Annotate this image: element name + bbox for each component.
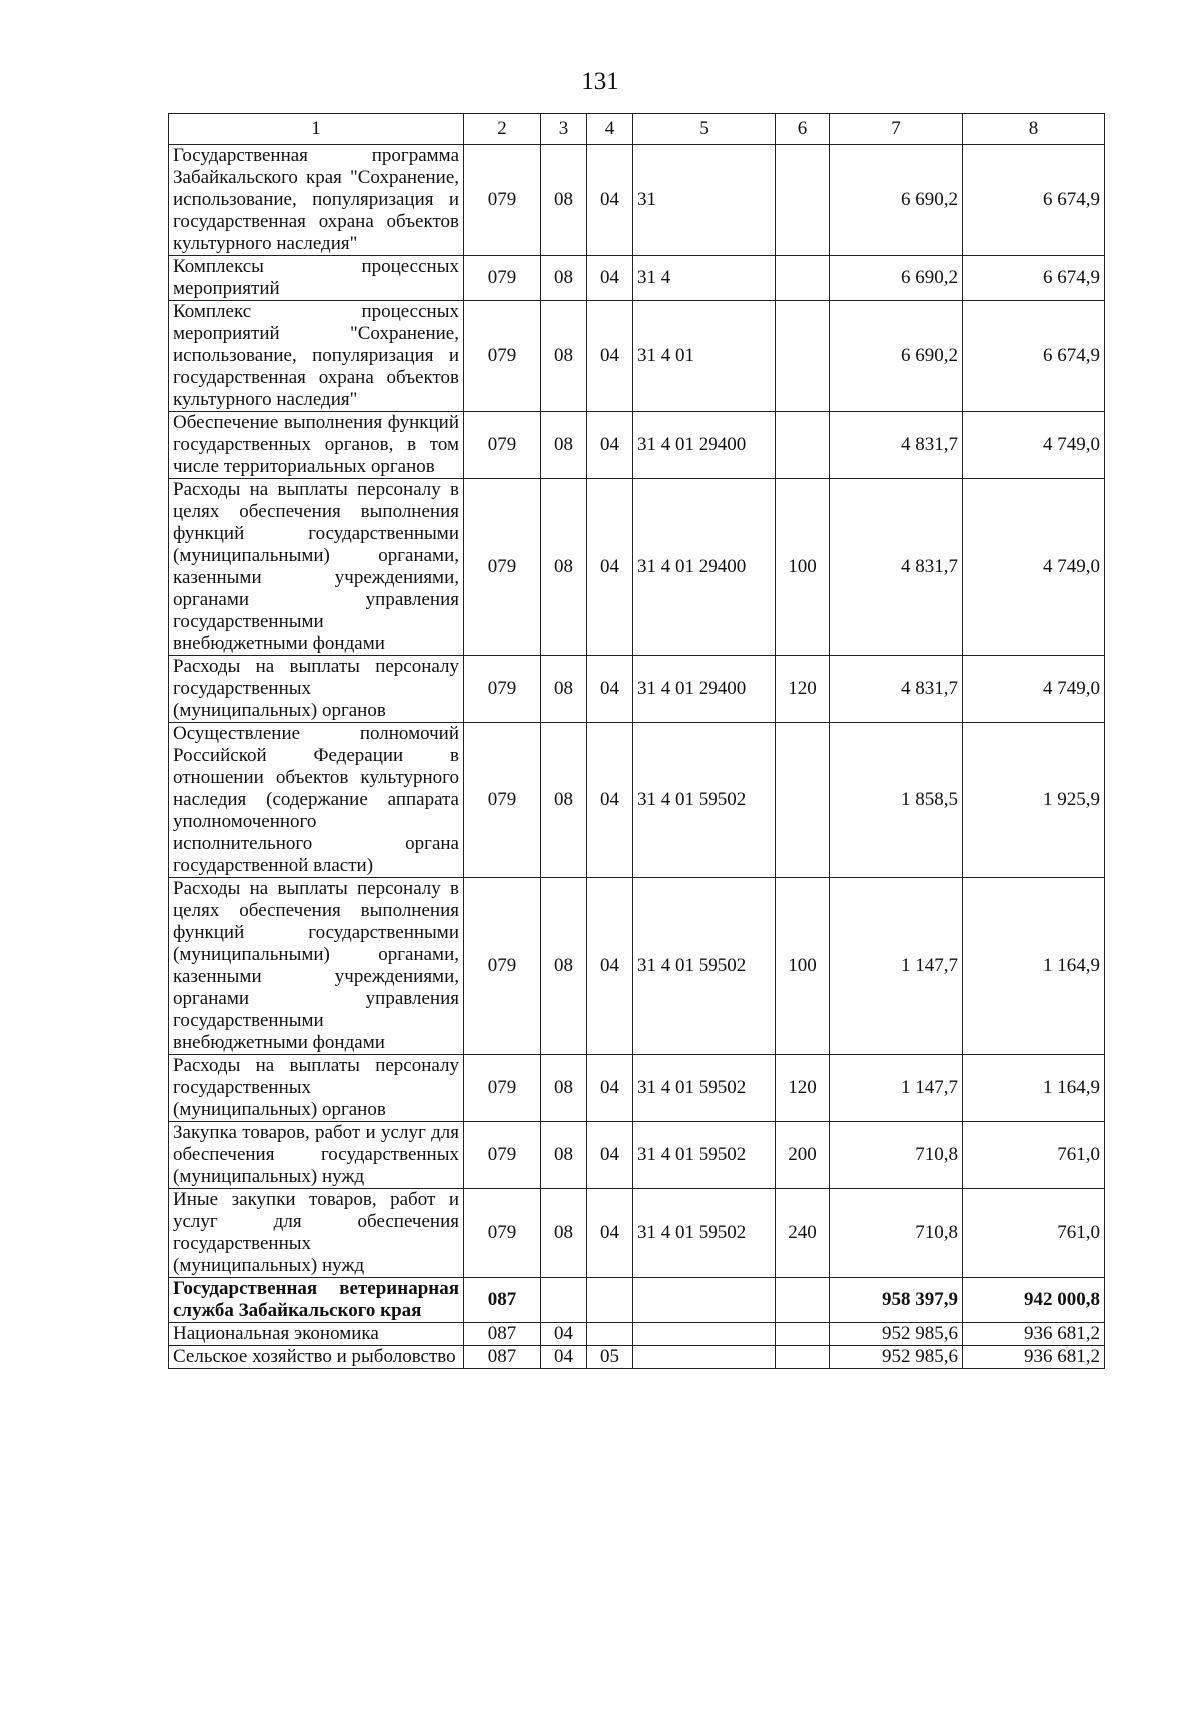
row-target-cell: 31 4 01 59502 — [633, 878, 776, 1055]
row-amount-1-cell: 4 831,7 — [830, 479, 963, 656]
row-subsection-cell: 04 — [587, 301, 633, 412]
row-type-cell — [776, 1278, 830, 1323]
row-name-cell: Расходы на выплаты персоналу государственных (муниципальных) органов — [169, 656, 464, 723]
table-row — [169, 479, 1105, 656]
header-cell: 7 — [830, 114, 963, 145]
row-section-cell: 08 — [541, 1055, 587, 1122]
row-subsection-cell — [587, 1278, 633, 1323]
row-name-cell: Расходы на выплаты персоналу в целях обеспечения выполнения функций государственными (муниципальными) органами, казенными учреждениями, органами управления государственными внебюджетными фондами — [169, 878, 464, 1055]
row-target-cell: 31 4 01 59502 — [633, 1055, 776, 1122]
row-type-cell — [776, 1323, 830, 1346]
row-amount-1-cell: 4 831,7 — [830, 412, 963, 479]
row-amount-1-cell: 952 985,6 — [830, 1346, 963, 1369]
row-target-cell — [633, 1278, 776, 1323]
row-code-cell: 079 — [464, 1189, 541, 1278]
page-number: 131 — [581, 68, 619, 95]
row-amount-2-cell: 761,0 — [963, 1189, 1105, 1278]
table-row — [169, 256, 1105, 301]
row-section-cell: 04 — [541, 1346, 587, 1369]
row-section-cell: 08 — [541, 878, 587, 1055]
row-target-cell: 31 4 01 — [633, 301, 776, 412]
row-section-cell: 08 — [541, 1122, 587, 1189]
row-target-cell: 31 4 — [633, 256, 776, 301]
header-cell: 6 — [776, 114, 830, 145]
row-subsection-cell — [587, 1323, 633, 1346]
row-name-cell: Расходы на выплаты персоналу государственных (муниципальных) органов — [169, 1055, 464, 1122]
row-subsection-cell: 04 — [587, 479, 633, 656]
row-name-cell: Обеспечение выполнения функций государственных органов, в том числе территориальных органов — [169, 412, 464, 479]
row-amount-2-cell: 1 164,9 — [963, 1055, 1105, 1122]
row-type-cell — [776, 1346, 830, 1369]
row-subsection-cell: 04 — [587, 723, 633, 878]
row-type-cell — [776, 145, 830, 256]
row-subsection-cell: 04 — [587, 1122, 633, 1189]
row-type-cell: 120 — [776, 1055, 830, 1122]
row-type-cell — [776, 256, 830, 301]
row-target-cell: 31 4 01 29400 — [633, 412, 776, 479]
row-amount-2-cell: 6 674,9 — [963, 256, 1105, 301]
row-type-cell: 100 — [776, 878, 830, 1055]
header-cell: 1 — [169, 114, 464, 145]
row-section-cell: 08 — [541, 145, 587, 256]
row-name-cell: Иные закупки товаров, работ и услуг для обеспечения государственных (муниципальных) нужд — [169, 1189, 464, 1278]
row-code-cell: 079 — [464, 145, 541, 256]
row-amount-2-cell: 936 681,2 — [963, 1346, 1105, 1369]
row-section-cell: 08 — [541, 656, 587, 723]
row-code-cell: 079 — [464, 878, 541, 1055]
row-amount-1-cell: 710,8 — [830, 1122, 963, 1189]
row-amount-1-cell: 1 858,5 — [830, 723, 963, 878]
row-type-cell: 240 — [776, 1189, 830, 1278]
table-row — [169, 1189, 1105, 1278]
row-target-cell: 31 4 01 59502 — [633, 1122, 776, 1189]
row-name-cell: Расходы на выплаты персоналу в целях обеспечения выполнения функций государственными (муниципальными) органами, казенными учреждениями, органами управления государственными внебюджетными фондами — [169, 479, 464, 656]
table-row — [169, 412, 1105, 479]
row-name-cell: Комплексы процессных мероприятий — [169, 256, 464, 301]
row-amount-2-cell: 761,0 — [963, 1122, 1105, 1189]
row-target-cell: 31 4 01 59502 — [633, 723, 776, 878]
row-section-cell: 08 — [541, 1189, 587, 1278]
row-name-cell: Закупка товаров, работ и услуг для обеспечения государственных (муниципальных) нужд — [169, 1122, 464, 1189]
row-type-cell — [776, 412, 830, 479]
row-amount-2-cell: 4 749,0 — [963, 479, 1105, 656]
row-code-cell: 087 — [464, 1346, 541, 1369]
row-section-cell: 04 — [541, 1323, 587, 1346]
row-type-cell: 120 — [776, 656, 830, 723]
row-type-cell: 200 — [776, 1122, 830, 1189]
row-amount-1-cell: 952 985,6 — [830, 1323, 963, 1346]
row-amount-1-cell: 710,8 — [830, 1189, 963, 1278]
row-target-cell — [633, 1323, 776, 1346]
row-amount-2-cell: 936 681,2 — [963, 1323, 1105, 1346]
row-code-cell: 079 — [464, 1055, 541, 1122]
row-name-cell: Сельское хозяйство и рыболовство — [169, 1346, 464, 1369]
header-cell: 2 — [464, 114, 541, 145]
row-name-cell: Государственная ветеринарная служба Забайкальского края — [169, 1278, 464, 1323]
row-amount-2-cell: 1 164,9 — [963, 878, 1105, 1055]
table-row — [169, 301, 1105, 412]
row-target-cell: 31 4 01 29400 — [633, 479, 776, 656]
header-cell: 3 — [541, 114, 587, 145]
table-row — [169, 1278, 1105, 1323]
row-code-cell: 087 — [464, 1323, 541, 1346]
row-subsection-cell: 04 — [587, 656, 633, 723]
row-code-cell: 079 — [464, 1122, 541, 1189]
row-name-cell: Государственная программа Забайкальского края "Сохранение, использование, популяризация и государственная охрана объектов культурного наследия" — [169, 145, 464, 256]
row-subsection-cell: 04 — [587, 412, 633, 479]
row-subsection-cell: 04 — [587, 256, 633, 301]
row-target-cell: 31 — [633, 145, 776, 256]
row-subsection-cell: 04 — [587, 878, 633, 1055]
table-row — [169, 656, 1105, 723]
header-cell: 8 — [963, 114, 1105, 145]
row-type-cell: 100 — [776, 479, 830, 656]
row-subsection-cell: 05 — [587, 1346, 633, 1369]
row-code-cell: 087 — [464, 1278, 541, 1323]
table-row — [169, 1122, 1105, 1189]
row-name-cell: Национальная экономика — [169, 1323, 464, 1346]
row-amount-1-cell: 6 690,2 — [830, 256, 963, 301]
table-row — [169, 878, 1105, 1055]
table-header-row — [169, 114, 1105, 145]
table-row — [169, 1346, 1105, 1369]
row-name-cell: Осуществление полномочий Российской Федерации в отношении объектов культурного наследия (содержание аппарата уполномоченного исполнительного органа государственной власти) — [169, 723, 464, 878]
row-code-cell: 079 — [464, 723, 541, 878]
row-name-cell: Комплекс процессных мероприятий "Сохранение, использование, популяризация и государственная охрана объектов культурного наследия" — [169, 301, 464, 412]
row-section-cell: 08 — [541, 412, 587, 479]
row-code-cell: 079 — [464, 412, 541, 479]
row-amount-1-cell: 4 831,7 — [830, 656, 963, 723]
row-section-cell: 08 — [541, 256, 587, 301]
row-amount-2-cell: 4 749,0 — [963, 656, 1105, 723]
table-row — [169, 1055, 1105, 1122]
row-amount-2-cell: 1 925,9 — [963, 723, 1105, 878]
row-subsection-cell: 04 — [587, 145, 633, 256]
header-cell: 5 — [633, 114, 776, 145]
row-code-cell: 079 — [464, 256, 541, 301]
row-subsection-cell: 04 — [587, 1055, 633, 1122]
row-type-cell — [776, 723, 830, 878]
row-section-cell — [541, 1278, 587, 1323]
row-amount-1-cell: 6 690,2 — [830, 145, 963, 256]
row-code-cell: 079 — [464, 479, 541, 656]
row-amount-2-cell: 942 000,8 — [963, 1278, 1105, 1323]
budget-table — [168, 113, 1105, 1369]
header-cell: 4 — [587, 114, 633, 145]
row-amount-1-cell: 6 690,2 — [830, 301, 963, 412]
table-row — [169, 723, 1105, 878]
row-type-cell — [776, 301, 830, 412]
row-subsection-cell: 04 — [587, 1189, 633, 1278]
row-amount-1-cell: 958 397,9 — [830, 1278, 963, 1323]
table-row — [169, 145, 1105, 256]
row-section-cell: 08 — [541, 301, 587, 412]
row-target-cell — [633, 1346, 776, 1369]
row-section-cell: 08 — [541, 723, 587, 878]
row-section-cell: 08 — [541, 479, 587, 656]
row-amount-1-cell: 1 147,7 — [830, 1055, 963, 1122]
row-amount-2-cell: 4 749,0 — [963, 412, 1105, 479]
row-code-cell: 079 — [464, 301, 541, 412]
row-target-cell: 31 4 01 29400 — [633, 656, 776, 723]
budget-table-body — [169, 114, 1105, 1369]
table-row — [169, 1323, 1105, 1346]
row-amount-2-cell: 6 674,9 — [963, 145, 1105, 256]
row-amount-1-cell: 1 147,7 — [830, 878, 963, 1055]
row-target-cell: 31 4 01 59502 — [633, 1189, 776, 1278]
row-amount-2-cell: 6 674,9 — [963, 301, 1105, 412]
row-code-cell: 079 — [464, 656, 541, 723]
